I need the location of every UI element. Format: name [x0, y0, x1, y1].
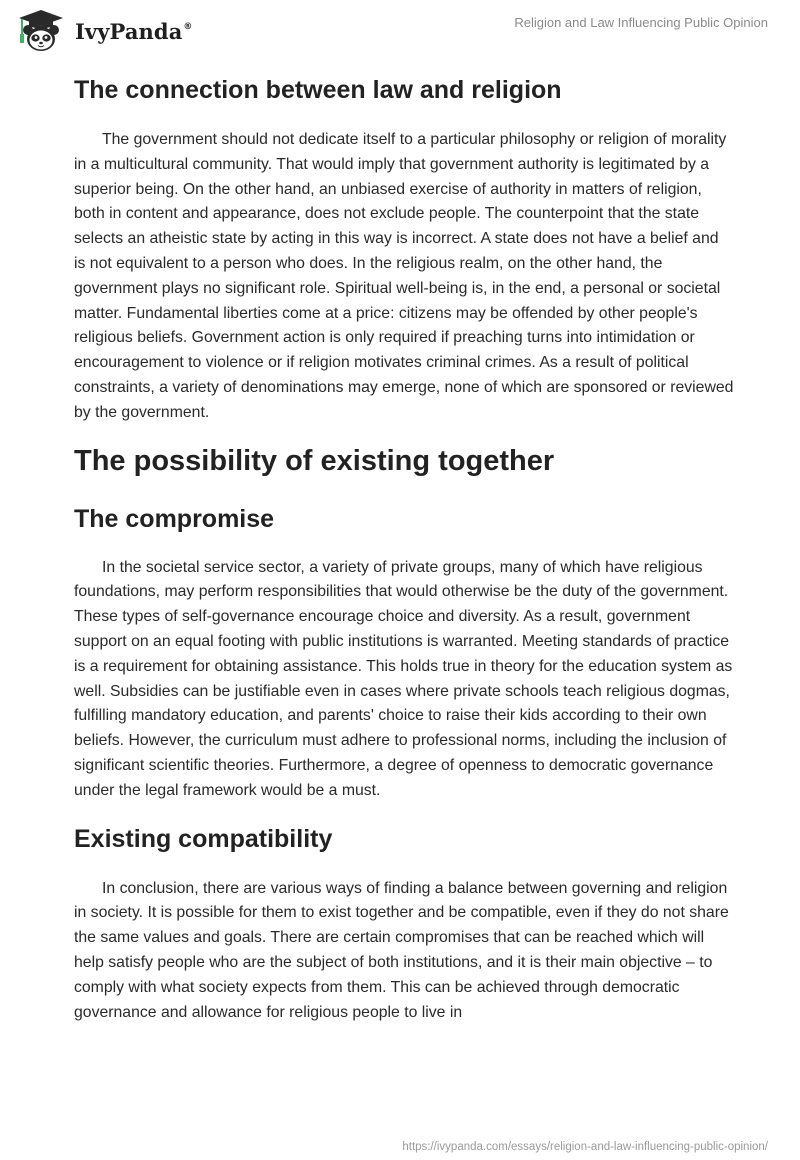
- article-body: [74, 70, 734, 1025]
- section-heading-compromise: The compromise: [74, 504, 275, 533]
- source-url-link[interactable]: https://ivypanda.com/essays/religion-and-law-influencing-public-opinion/: [402, 1141, 768, 1153]
- paragraph-compromise: In the societal service sector, a variety of private groups, many of which have religious foundations, may perform responsibilities that would otherwise be the duty of the government. These types of self-governance encourage choice and diversity. As a result, government support on an equal footing with public institutions is warranted. Meeting standards of practice is a requirement for obtaining assistance. This holds true in theory for the education system as well. Subsidies can be justifiable even in cases where private schools teach religious dogmas, fulfilling mandatory education, and parents' choice to raise their kids according to their own beliefs. However, the curriculum must adhere to professional norms, including the inclusion of significant scientific theories. Furthermore, a degree of openness to democratic governance under the legal framework would be a must.: [74, 558, 733, 799]
- brand-logo[interactable]: [15, 8, 193, 52]
- section-heading-law-religion: The connection between law and religion: [74, 76, 562, 104]
- document-title: Religion and Law Influencing Public Opinion: [514, 15, 768, 30]
- registered-mark: ®: [183, 21, 193, 32]
- section-heading-compatibility: Existing compatibility: [74, 824, 333, 853]
- paragraph-law-religion: The government should not dedicate itself to a particular philosophy or religion of morality in a multicultural community. That would imply that government authority is legitimated by a superior being. On the other hand, an unbiased exercise of authority in matters of religion, both in content and appearance, does not exclude people. The counterpoint that the state selects an atheistic state by acting in this way is incorrect. A state does not have a belief and is not equivalent to a person who does. In the religious realm, on the other hand, the government plays no significant role. Spiritual well-being is, in the end, a personal or societal matter. Fundamental liberties come at a price: citizens may be offended by other people's religious beliefs. Government action is only required if preaching turns into intimidation or encouragement to violence or if religion motivates criminal crimes. As a result of political constraints, a variety of denominations may emerge, none of which are sponsored or reviewed by the government.: [74, 131, 734, 421]
- paragraph-compatibility: In conclusion, there are various ways of finding a balance between governing and religion in society. It is possible for them to exist together and be compatible, even if they do not share the same values and goals. There are certain compromises that can be reached which will help satisfy people who are the subject of both institutions, and it is their main objective – to comply with what society expects from them. This can be achieved through democratic governance and allowance for religious people to live in: [74, 879, 729, 1021]
- panda-logo-icon: [15, 8, 67, 52]
- page-header: [0, 0, 800, 60]
- brand-name: IvyPanda®: [75, 18, 193, 44]
- section-heading-coexist: The possibility of existing together: [74, 444, 555, 477]
